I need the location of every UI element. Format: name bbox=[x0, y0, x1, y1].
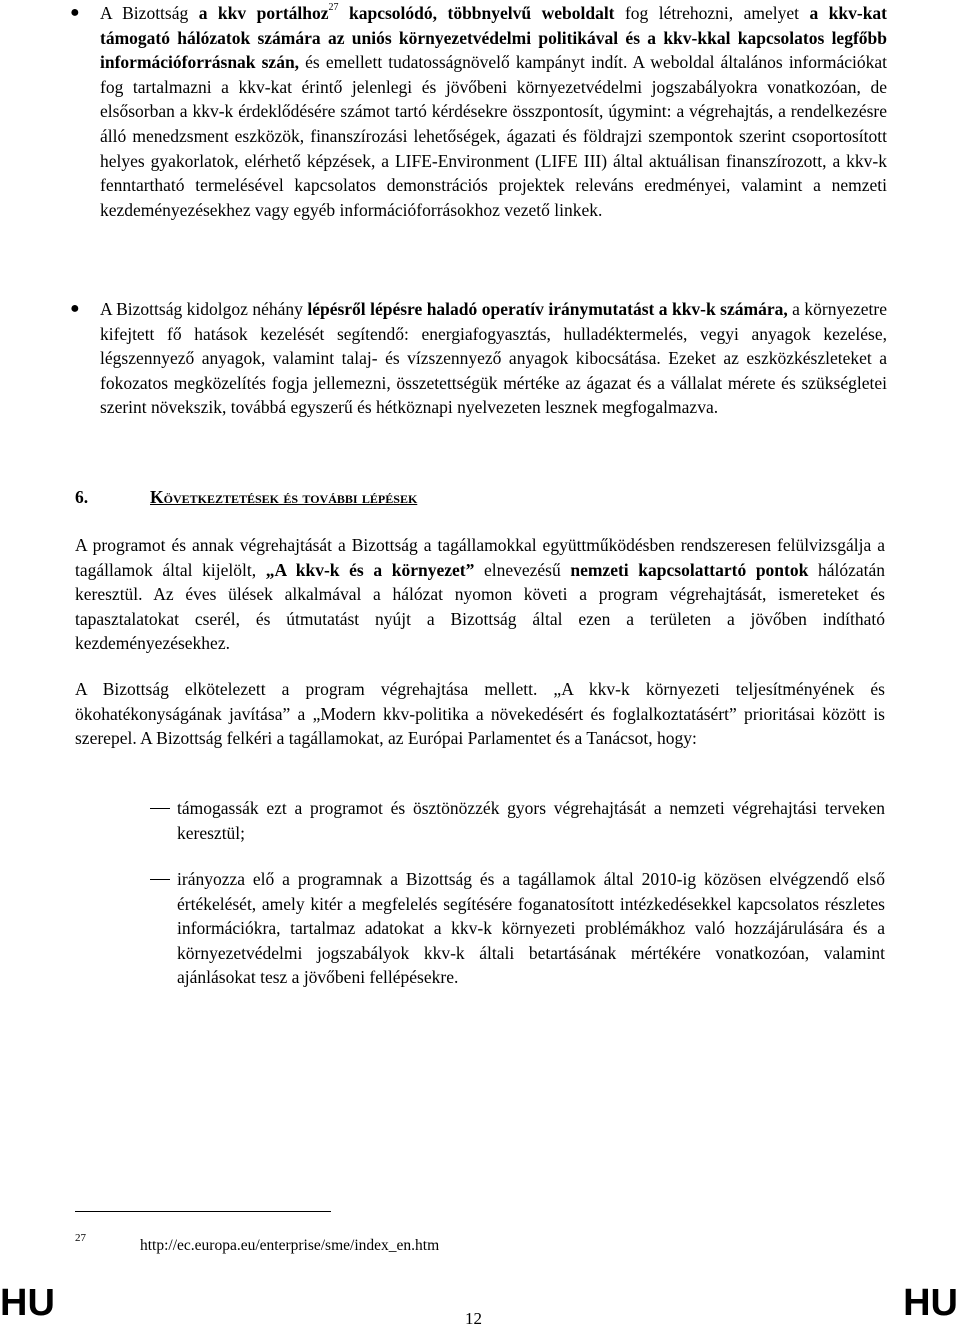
bullet-bold-text: lépésről lépésre haladó operatív iránymutatást a kkv-k számára, bbox=[307, 299, 788, 319]
bullet-dot-icon: ● bbox=[70, 300, 80, 317]
footnote-divider bbox=[75, 1211, 331, 1212]
page-number: 12 bbox=[465, 1309, 482, 1328]
paragraph-commitment: A Bizottság elkötelezett a program végrehajtása mellett. „A kkv-k környezeti teljesítményének és ökohatékonyságának javítása” a „Modern kkv-politika a növekedésért és foglalkoztatásért” prioritásai között is szerepel. A Bizottság felkéri a tagállamokat, az Európai Parlamentet és a Tanácsot, hogy: bbox=[75, 679, 885, 748]
bullet-text: és emellett tudatosságnövelő kampányt indít. A weboldal általános információkat fog tartalmazni a kkv-kat érintő jelenlegi és jövőbeni környezetvédelmi jogszabályokra vonatkozóan, de elsősorban a kkv-k érdeklődésére számot tartó kérdésekre összpontosít, úgymint: a végrehajtás, a rendelkezésre álló menedzsment eszközök, finanszírozási lehetőségek, ágazati és földrajzi szempontok szerint csoportosított helyes gyakorlatok, elérhető képzések, a LIFE-Environment (LIFE III) által aktuálisan finanszírozott, a kkv-k fenntartható termelésével kapcsolatos demonstrációs projektek releváns eredményei, valamint a nemzeti kezdeményezésekhez vagy egyéb információforrásokhoz vezető linkek. bbox=[100, 52, 887, 220]
bullet-bold-text: kapcsolódó, többnyelvű weboldalt bbox=[338, 3, 615, 23]
footer-language-right: HU bbox=[903, 1282, 958, 1324]
bullet-item-guidance bbox=[70, 297, 887, 420]
bullet-text: A Bizottság bbox=[100, 3, 199, 23]
section-title: Következtetések és további lépések bbox=[150, 487, 418, 507]
paragraph-bold-text: „A kkv-k és a környezet” bbox=[265, 559, 475, 580]
bullet-text: fog létrehozni, amelyet bbox=[614, 3, 810, 23]
bullet-text: a környezetre kifejtett fő hatások kezelését segítendő: energiafogyasztás, hulladéktermelés, vegyi anyagok kezelése, légszennyező anyagok, valamint talaj- és vízszennyező anyagok kibocsátása. Ezeket az eszközkészleteket a fokozatos megközelítés fogja jellemezni, összetettségük mértéke az ágazat és a vállalat mérete és szükségletei szerint növekszik, továbbá egyszerű és hétköznapi nyelvezeten lesznek megfogalmazva. bbox=[100, 299, 887, 418]
bullet-bold-text: a kkv-kat támogató hálózatok számára az uniós környezetvédelmi politikával és a kkv-kkal kapcsolatos legfőbb információforrásnak szán, bbox=[100, 3, 888, 73]
dash-icon bbox=[150, 808, 170, 809]
bullet-item-portal bbox=[70, 1, 888, 222]
paragraph-review bbox=[75, 533, 885, 656]
paragraph-text: hálózatán keresztül. Az éves ülések alkalmával a hálózat nyomon követi a program végrehajtását, ismereteket és tapasztalatokat cserél, és útmutatást nyújt a Bizottság által ezen a területen a jövőben indítható kezdeményezésekhez. bbox=[75, 559, 886, 653]
dash-icon bbox=[150, 879, 170, 880]
footnote-link[interactable]: http://ec.europa.eu/enterprise/sme/index_en.htm bbox=[140, 1237, 440, 1254]
bullet-dot-icon: ● bbox=[70, 4, 80, 21]
dash-item-text: támogassák ezt a programot és ösztönözzék gyors végrehajtását a nemzeti végrehajtási terveken keresztül; bbox=[177, 798, 885, 843]
paragraph-text: elnevezésű bbox=[474, 559, 571, 580]
dash-list-item bbox=[177, 867, 885, 990]
bullet-bold-text: a kkv portálhoz bbox=[198, 3, 329, 23]
footer-language-left: HU bbox=[0, 1282, 55, 1324]
paragraph-bold-text: nemzeti kapcsolattartó pontok bbox=[570, 559, 809, 580]
footnote-number: 27 bbox=[75, 1232, 86, 1244]
dash-item-text: irányozza elő a programnak a Bizottság és a tagállamok által 2010-ig közösen elvégzendő első értékelését, amely kitér a megfelelés segítésére foganatosított intézkedésekkel kapcsolatos részletes információkra, tartalmaz adatokat a kkv-k környezeti problémákhoz való hozzájárulására és a környezetvédelmi jogszabályok kkv-k általi betartásának mértékére vonatkozóan, valamint ajánlásokat tesz a jövőbeni fellépésekre. bbox=[177, 869, 885, 987]
paragraph-text: A programot és annak végrehajtását a Bizottság a tagállamokkal együttműködésben rendszeresen felülvizsgálja a tagállamok által kijelölt, bbox=[75, 535, 885, 580]
bullet-text: A Bizottság kidolgoz néhány bbox=[100, 299, 308, 319]
dash-list-item bbox=[177, 796, 885, 845]
footnote-ref: 27 bbox=[328, 2, 339, 13]
section-number: 6. bbox=[75, 487, 89, 507]
